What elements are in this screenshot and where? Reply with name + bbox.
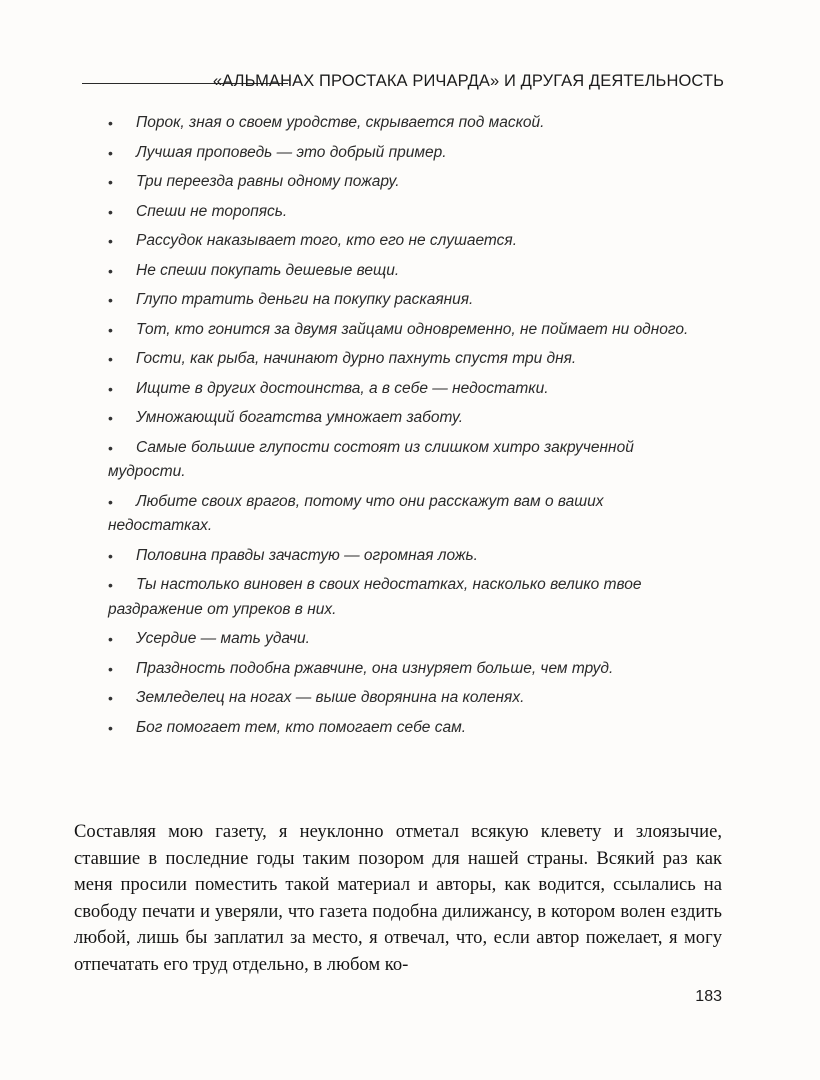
list-item: [108, 347, 698, 372]
list-item: [108, 288, 698, 313]
list-item: [108, 259, 698, 284]
list-item: [108, 170, 698, 195]
aphorism-list: [108, 111, 698, 745]
aphorism-text: Земледелец на ногах — выше дворянина на коленях.: [136, 689, 525, 706]
chapter-title: «АЛЬМАНАХ ПРОСТАКА РИЧАРДА» И ДРУГАЯ ДЕЯТЕЛЬНОСТЬ: [212, 72, 724, 90]
bullet-icon: •: [108, 577, 113, 593]
body-paragraph: Составляя мою газету, я неуклонно отметал всякую клевету и злоязычие, ставшие в последние годы таким позором для нашей страны. Всякий раз как меня просили поместить такой материал и авторы, как водится, ссылались на свободу печати и уверяли, что газета подобна дилижансу, в котором волен ездить любой, лишь бы заплатил за место, я отвечал, что, если автор пожелает, я могу отпечатать его труд отдельно, в любом ко-: [74, 821, 722, 975]
aphorism-text: Не спеши покупать дешевые вещи.: [136, 261, 400, 279]
list-item: [108, 436, 698, 485]
list-item: [108, 406, 698, 431]
bullet-icon: •: [108, 262, 113, 279]
aphorism-text: Бог помогает тем, кто помогает себе сам.: [136, 718, 467, 736]
bullet-icon: •: [108, 631, 113, 647]
list-item: [108, 200, 698, 225]
bullet-icon: •: [108, 351, 113, 367]
list-item: [108, 686, 698, 711]
bullet-icon: •: [108, 203, 113, 220]
list-item: [108, 111, 698, 136]
aphorism-text: Лучшая проповедь — это добрый пример.: [136, 143, 447, 161]
list-item: [108, 229, 698, 254]
list-item: [108, 544, 698, 569]
aphorism-text: Праздность подобна ржавчине, она изнуряет больше, чем труд.: [136, 659, 614, 677]
aphorism-text: Три переезда равны одному пожару.: [136, 173, 400, 190]
bullet-icon: •: [108, 115, 113, 131]
bullet-icon: •: [108, 144, 113, 161]
aphorism-text: Рассудок наказывает того, кто его не слушается.: [136, 232, 518, 249]
list-item: [108, 141, 698, 166]
aphorism-text: Самые большие глупости состоят из слишком хитро закрученной мудрости.: [108, 438, 634, 480]
aphorism-text: Ты настолько виновен в своих недостатках, насколько велико твое раздражение от упреков в них.: [108, 576, 642, 618]
aphorism-text: Ищите в других достоинства, а в себе — недостатки.: [136, 379, 549, 397]
list-item: [108, 377, 698, 402]
page-number: 183: [695, 988, 722, 1005]
running-header: [82, 72, 724, 98]
bullet-icon: •: [108, 690, 113, 706]
list-item: [108, 318, 698, 343]
bullet-icon: •: [108, 493, 113, 510]
list-item: [108, 573, 698, 622]
bullet-icon: •: [108, 380, 113, 397]
list-item: [108, 627, 698, 652]
bullet-icon: •: [108, 547, 113, 564]
aphorism-text: Спеши не торопясь.: [136, 202, 288, 220]
bullet-icon: •: [108, 321, 113, 338]
bullet-icon: •: [108, 719, 113, 736]
aphorism-text: Гости, как рыба, начинают дурно пахнуть спустя три дня.: [136, 350, 577, 367]
aphorism-text: Тот, кто гонится за двумя зайцами одновременно, не поймает ни одного.: [136, 320, 689, 338]
aphorism-text: Умножающий богатства умножает заботу.: [136, 409, 464, 426]
bullet-icon: •: [108, 660, 113, 677]
bullet-icon: •: [108, 410, 113, 426]
aphorism-text: Половина правды зачастую — огромная ложь.: [136, 546, 478, 564]
list-item: [108, 490, 698, 539]
bullet-icon: •: [108, 174, 113, 190]
list-item: [108, 716, 698, 741]
list-item: [108, 657, 698, 682]
aphorism-text: Порок, зная о своем уродстве, скрывается под маской.: [136, 114, 545, 131]
aphorism-text: Усердие — мать удачи.: [136, 630, 310, 647]
aphorism-text: Глупо тратить деньги на покупку раскаяния.: [136, 291, 474, 308]
bullet-icon: •: [108, 233, 113, 249]
bullet-icon: •: [108, 439, 113, 456]
bullet-icon: •: [108, 292, 113, 308]
aphorism-text: Любите своих врагов, потому что они расскажут вам о ваших недостатках.: [108, 492, 604, 534]
